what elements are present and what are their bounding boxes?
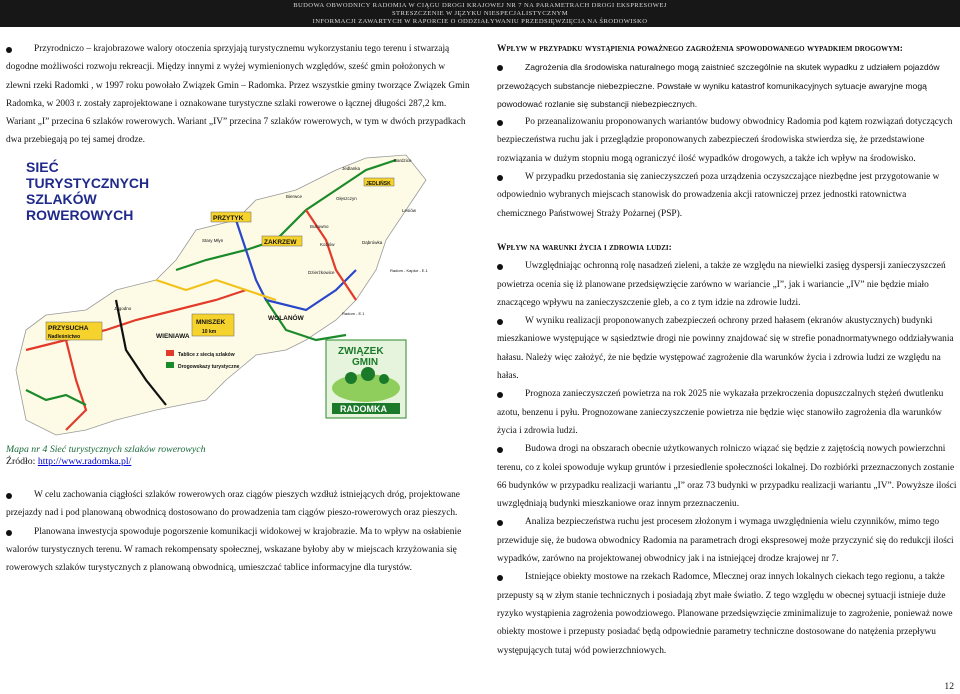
label-gleszczyn: Głęszczyn [336,196,357,201]
legend-signs-label: Drogowskazy turystyczne [178,364,240,370]
label-kaptur: Radom - Kaptur - E.1 [390,268,428,273]
bullet-icon [6,47,12,53]
label-jagodno: Jagodno [114,306,132,311]
paragraph-noise: W wyniku realizacji proponowanych zabezpieczeń ochrony przed hałasem (ekranów akustycznych) budynki mieszkaniowe występujące w sąsiedztwie drogi nie powinny znajdować się w strefie ponadnormatywnego oddziaływania hałasu. Należy więc założyć, że nie będzie występować zagrożenie dla warunków życia i zdrowia ludzi ze względu na hałas. [497,316,954,382]
paragraph-air: Prognoza zanieczyszczeń powietrza na rok 2025 nie wykazała przekroczenia dopuszczalnych stężeń dwutlenku azotu, benzenu i pyłu. Prognozowane zanieczyszczenie powietrza nie będzie więc stanowiło zagrożenia dla warunków życia i zdrowia ludzi. [497,389,944,436]
label-dabrowka: Dąbrówka [362,240,383,245]
label-wolanow: WOLANÓW [268,315,304,322]
label-jedlinsk: JEDLIŃSK [366,181,391,187]
source-link[interactable]: http://www.radomka.pl/ [37,456,132,467]
caption-source [6,456,206,468]
bullet-icon [6,530,12,536]
header-line-1: BUDOWA OBWODNICY RADOMIA W CIĄGU DROGI KRAJOWEJ NR 7 NA PARAMETRACH DROGI EKSPRESOWEJ [293,2,667,9]
label-bukowno: Bukowno [310,224,329,229]
label-kozlow: Kozłów [320,242,335,247]
paragraph-continuity: W celu zachowania ciągłości szlaków rowerowych oraz ciągów pieszych wzdłuż istniejących dróg, projektowane przejazdy nad i pod planowaną obwodnicą dostosowano do prowadzenia tam ciągów pieszo-rowerowych oraz pieszych. [6,490,460,519]
paragraph-hazard: Zagrożenia dla środowiska naturalnego mogą zaistnieć szczególnie na skutek wypadku z udziałem pojazdów przewożących substancje niebezpieczne. Powstałe w wyniku katastrof komunikacyjnych sytuacje awaryjne mogą powodować rozlanie się substancji niebezpiecznych. [497,62,940,109]
label-przytyk: PRZYTYK [213,215,244,222]
zwiazek-gmin-logo [326,340,406,418]
label-przysucha: PRZYSUCHA [48,325,89,332]
paragraph-soil: Uwzględniając ochronną rolę nasadzeń zieleni, a także ze względu na niewielki zasięg dyspersji zanieczyszczeń powietrza ocenia się iż planowane przedsięwzięcie zarówno w wariancie „I”, jak i wariancie „IV” nie będzie miało znaczącego wpływu na zanieczyszczenie gleb, a co z tym idzie na zdrowie ludzi. [497,261,946,308]
paragraph-bridges: Istniejące obiekty mostowe na rzekach Radomce, Mlecznej oraz innych lokalnych ciekach tego regionu, a także przepusty są w złym stanie technicznych i posiadają zbyt małe światło. Z tego względu w obecnej sytuacji istnieje duże ryzyko wystąpienia zagrożenia powodziowego. Planowane przedsięwzięcie zminimalizuje to zagrożenie, ponieważ nowe obiekty mostowe i przepusty posiadać będą odpowiednie parametry techniczne dostosowane do natężenia przepływu występujących tutaj wód powierzchniowych. [497,572,953,656]
paragraph-tourism: Przyrodniczo – krajobrazowe walory otoczenia sprzyjają turystycznemu wykorzystaniu tego terenu i stwarzają dogodne możliwości rozwoju rekreacji. Między innymi z wyżej wymienionych względów, sześć gmin położonych w zlewni rzeki Radomki , w 1997 roku powołało Związek Gmin – Radomka. Przez wszystkie gminy tworzące Związek Gmin Radomka, w 2003 r. zostały zaprojektowane i oznakowane turystyczne szlaki rowerowe o łącznej długości 287,2 km. Wariant „I” przecina 6 szlaków rowerowych. Wariant „IV” przecina 7 szlaków rowerowych, w tym w dwóch przypadkach dwa przebiegają po tej samej drodze. [6,44,470,146]
header-line-3: INFORMACJI ZAWARTYCH W RAPORCIE O ODDZIAŁYWANIU PRZEDSIĘWZIĘCIA NA ŚRODOWISKO [312,18,648,25]
bullet-icon [497,319,503,325]
paragraph-land: Budowa drogi na obszarach obecnie użytkowanych rolniczo wiązać się będzie z zajętością nowych powierzchni terenu, co z kolei spowoduje wykup gruntów i przesiedlenie społeczności lokalnej. Do rozbiórki przeznaczonych zostanie 66 budynków w przypadku realizacji wariantu „I” oraz 73 budynki w przypadku realizacji wariantu „IV”. Powyższe ilości uwzględniają budynki mieszkaniowe oraz innym przeznaczeniu. [497,444,957,510]
paragraph-analysis: Po przeanalizowaniu proponowanych wariantów budowy obwodnicy Radomia pod kątem rozwiązań dotyczących bezpieczeństwa ruchu jak i przeglądzie proponowanych zabezpieczeń środowiska stwierdza się, że przedstawione rozwiązania w dużym stopniu mogą ograniczyć ilość wypadków drogowych, a także ich wpływ na środowisko. [497,117,953,164]
map-svg [6,150,472,442]
logo-tree-icon-2 [361,367,375,381]
map-title-line-2: TURYSTYCZNYCH [26,175,150,191]
paragraph-landscape: Planowana inwestycja spowoduje pogorszenie komunikacji widokowej w krajobrazie. Ma to wpływ na osłabienie walorów turystycznych terenu. W ramach rekompensaty społecznej, wskazane byłoby aby w miejscach krzyżowania się rowerowych szlaków turystycznych z planowaną obwodnicą, umieszczać tablice informacyjne dla turystów. [6,526,462,574]
label-mniszek: MNISZEK [196,319,226,326]
bullet-icon [6,493,12,499]
label-wieniawa: WIENIAWA [156,333,190,340]
logo-tree-icon [345,372,357,384]
legend-tables-label: Tablice z siecią szlaków [178,352,235,358]
label-bardzice: Bardzice [394,158,412,163]
left-column-bottom [6,486,472,577]
left-column-top [6,40,472,150]
label-zakrzew: ZAKRZEW [264,239,297,246]
map-title-line-1: SIEĆ [26,159,59,175]
logo-tree-icon-3 [379,374,389,384]
bullet-icon [497,447,503,453]
label-nadlesnictwo: Nadleśnictwo [48,334,81,340]
bullet-icon [497,120,503,126]
label-dzierzkowice: Dzierżkowice [308,270,335,275]
caption-title: Mapa nr 4 Sieć turystycznych szlaków rowerowych [6,444,206,455]
bullet-icon [497,264,503,270]
bike-trails-map [6,150,472,442]
heading-accident: Wpływ w przypadku wystąpienia poważnego zagrożenia spowodowanego wypadkiem drogowym: [497,44,903,54]
legend-swatch-tables [166,350,174,356]
right-column [497,40,957,660]
header-line-2: STRESZCZENIE W JĘZYKU NIESPECJALISTYCZNYM [391,10,569,17]
logo-line-2: GMIN [352,357,379,368]
map-caption [6,444,206,468]
heading-health: Wpływ na warunki życia i zdrowia ludzi: [497,242,672,253]
logo-line-1: ZWIĄZEK [338,346,384,357]
bullet-icon [497,575,503,581]
page-number: 12 [944,681,954,692]
paragraph-rescue: W przypadku przedostania się zanieczyszczeń poza urządzenia oczyszczające niezbędne jest przygotowanie w odpowiednio wybranych miejscach stanowisk do prowadzenia akcji ratowniczej przez jednostki ratownictwa chemicznego Państwowej Straży Pożarnej (PSP). [497,172,940,219]
logo-line-3: RADOMKA [340,404,387,414]
label-radom-e1: Radom - E.1 [342,311,365,316]
paragraph-safety: Analiza bezpieczeństwa ruchu jest procesem złożonym i wymaga uwzględnienia wielu czynników, mimo tego przewiduje się, że budowa obwodnicy Radomia na parametrach drogi ekspresowej może przyczynić się do redukcji ilości wypadków, zarówno na projektowanej obwodnicy jak i na istniejącej drodze krajowej nr 7. [497,517,954,565]
bullet-icon [497,520,503,526]
bullet-icon [497,392,503,398]
map-title-line-4: ROWEROWYCH [26,207,134,223]
label-bierwce: Bierwce [286,194,303,199]
label-lesiow: Lesiów [402,208,417,213]
legend-swatch-signs [166,362,174,368]
caption-source-prefix: Źródło: [6,456,38,467]
map-title-line-3: SZLAKÓW [26,191,97,207]
label-jedlanka: Jedlanka [342,166,361,171]
bullet-icon [497,175,503,181]
document-header [0,0,960,27]
spacer [497,223,957,239]
label-mniszek-km: 10 km [202,329,217,335]
bullet-icon [497,65,503,71]
map-title [26,158,149,223]
label-stary-mlyn: Stary Młyn [202,238,224,243]
